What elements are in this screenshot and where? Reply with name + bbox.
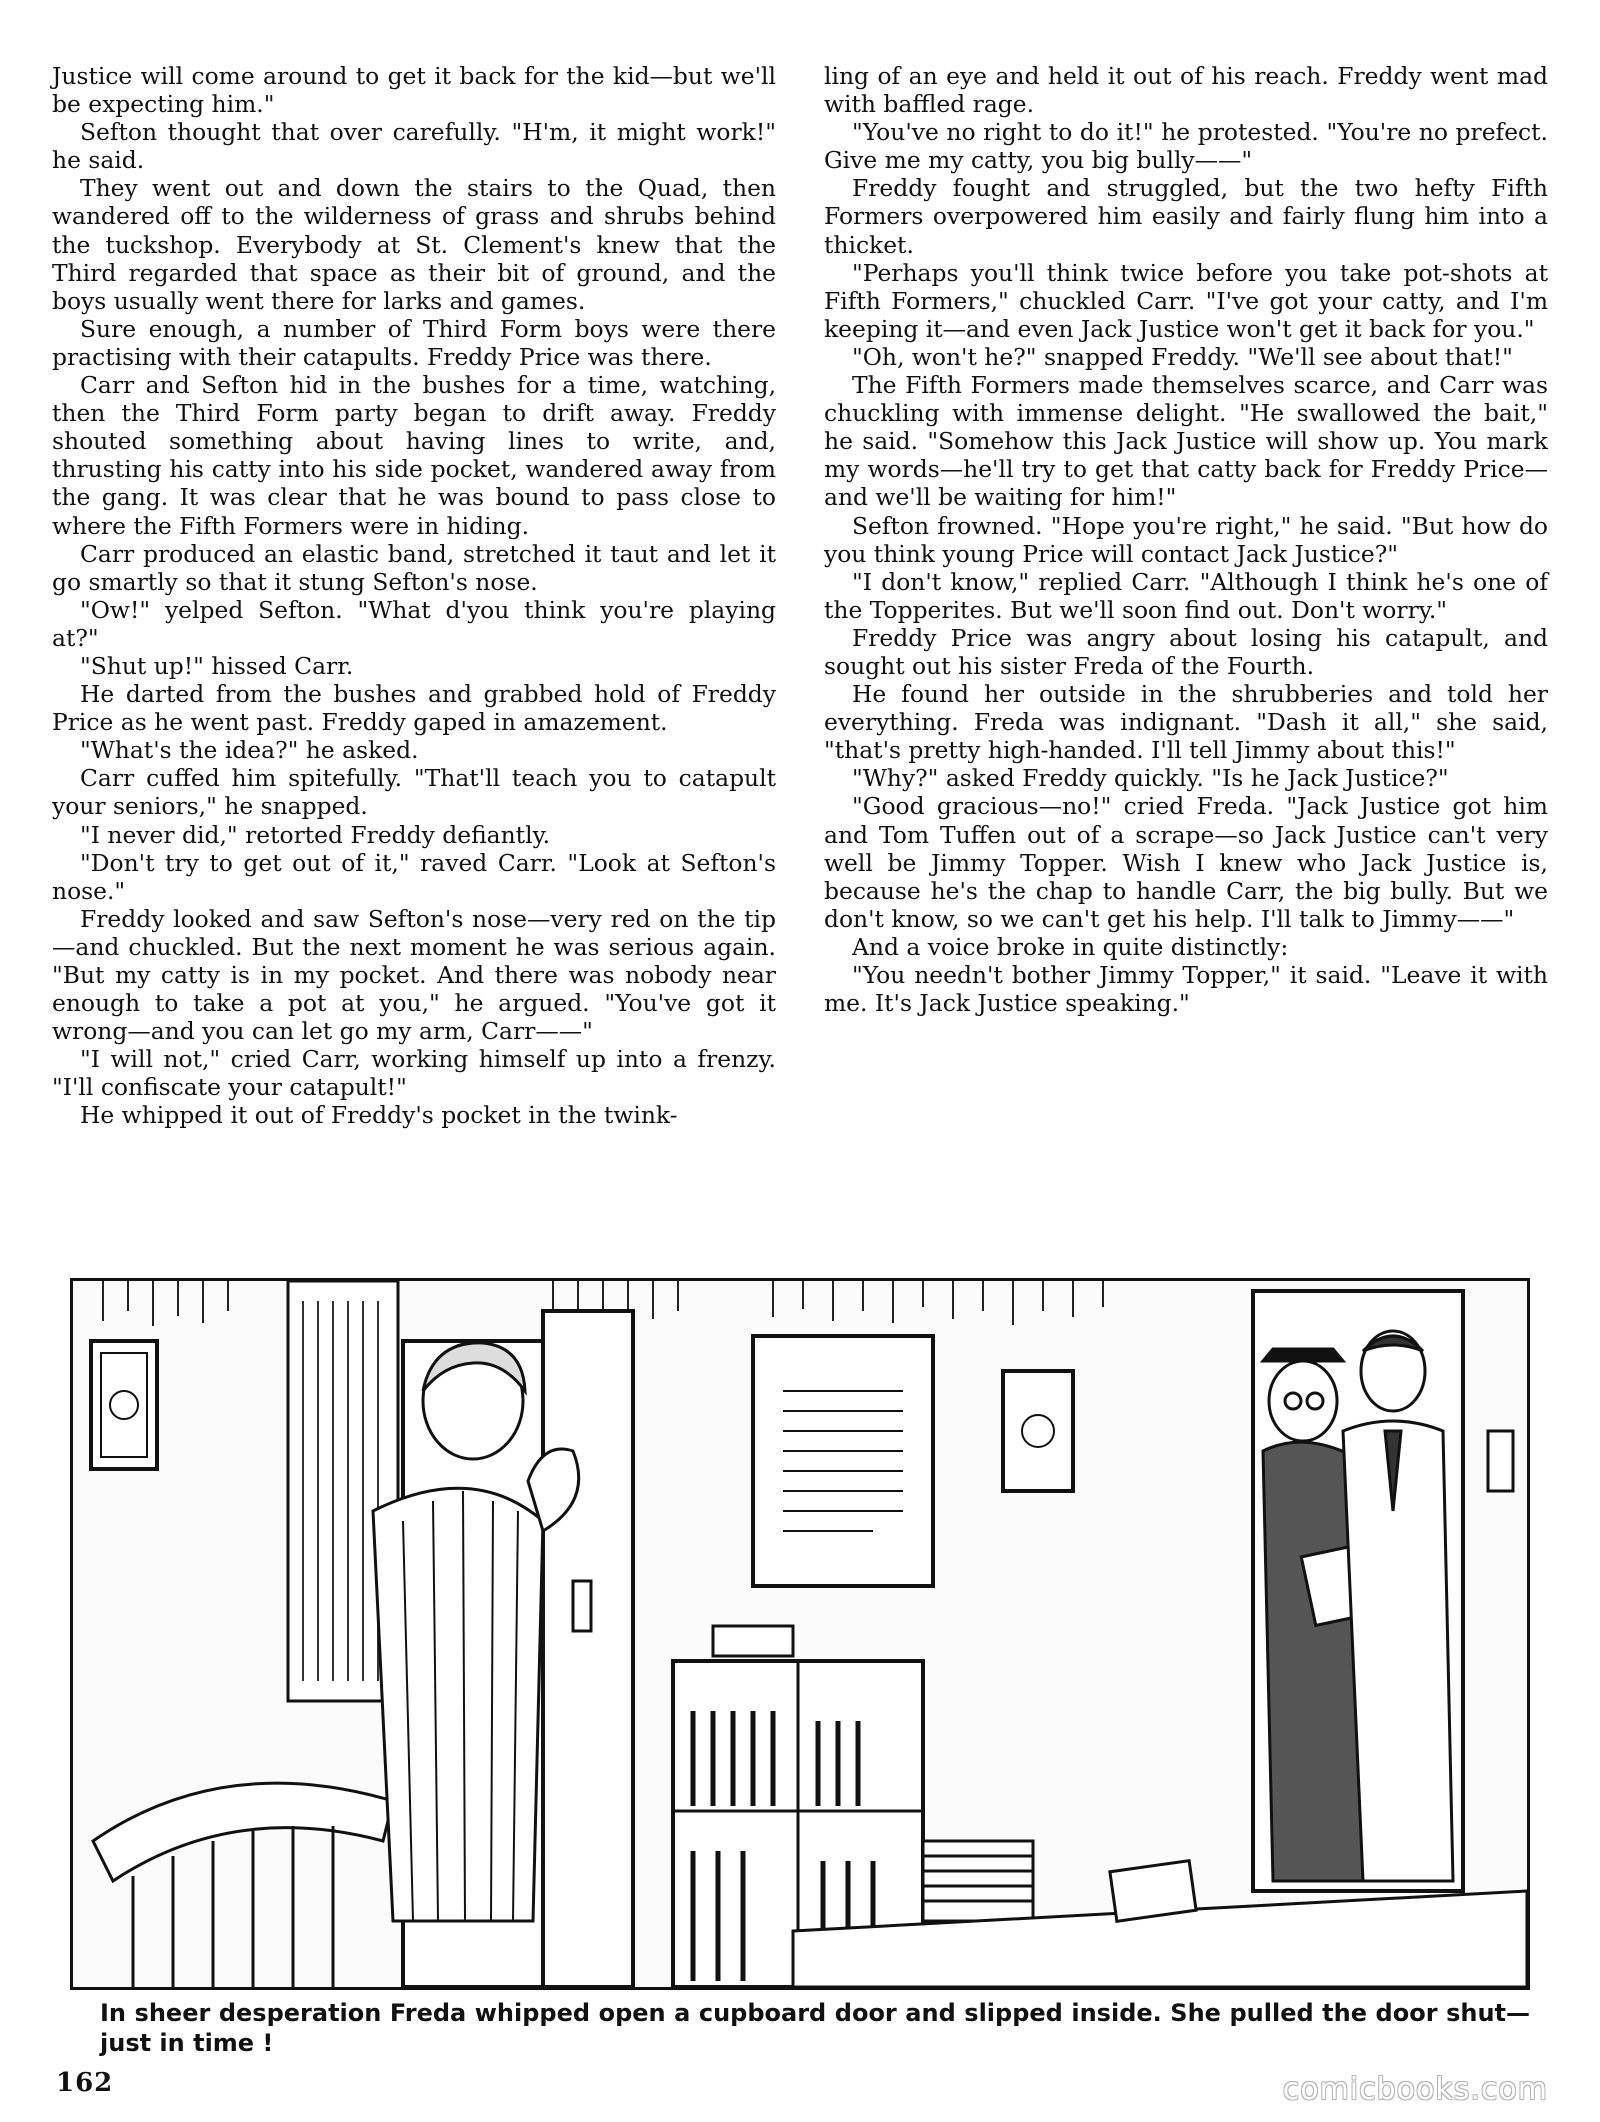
paragraph: "Oh, won't he?" snapped Freddy. "We'll see about that!" xyxy=(852,342,1513,371)
paragraph: "Why?" asked Freddy quickly. "Is he Jack Justice?" xyxy=(852,764,1449,793)
paragraph: "I will not," cried Carr, working himself up into a frenzy. "I'll confiscate your catapult!" xyxy=(52,1045,776,1102)
paragraph: Carr and Sefton hid in the bushes for a time, watching, then the Third Form party began to drift away. Freddy shouted something about having lines to write, and, thrusting his catty into his side pocket, wandered away from the gang. It was clear that he was bound to pass close to where the Fifth Formers were in hiding. xyxy=(52,371,776,540)
box-on-shelf xyxy=(713,1626,793,1656)
story-text xyxy=(52,62,1548,1240)
paragraph: He whipped it out of Freddy's pocket in the twink- xyxy=(80,1101,678,1130)
left-column xyxy=(52,62,776,1240)
paragraph: "Don't try to get out of it," raved Carr. "Look at Sefton's nose." xyxy=(52,848,776,905)
door-handle-icon xyxy=(573,1581,591,1631)
paragraph: Carr cuffed him spitefully. "That'll teach you to catapult your seniors," he snapped. xyxy=(52,764,776,821)
framed-picture-right xyxy=(1003,1371,1073,1491)
paragraph: "You've no right to do it!" he protested. "You're no prefect. Give me my catty, you big bully——" xyxy=(824,118,1548,175)
page-number: 162 xyxy=(56,2068,114,2098)
paragraph: And a voice broke in quite distinctly: xyxy=(852,932,1289,961)
paragraph: Sefton frowned. "Hope you're right," he said. "But how do you think young Price will contact Jack Justice?" xyxy=(824,511,1548,568)
illustration-drawing xyxy=(73,1281,1527,1987)
light-switch-icon xyxy=(1488,1431,1513,1491)
chair xyxy=(93,1783,393,1987)
paper-on-desk xyxy=(1110,1861,1196,1922)
illustration-caption: In sheer desperation Freda whipped open a cupboard door and slipped inside. She pulled the door shut—just in time ! xyxy=(100,1999,1530,2057)
site-watermark: comicbooks.com xyxy=(1282,2072,1548,2107)
paragraph: They went out and down the stairs to the Quad, then wandered off to the wilderness of grass and shrubs behind the tuckshop. Everybody at St. Clement's knew that the Third regarded that space as their bit of ground, and the boys usually went there for larks and games. xyxy=(52,174,776,315)
paragraph: Justice will come around to get it back for the kid—but we'll be expecting him." xyxy=(52,62,776,119)
paragraph: "Shut up!" hissed Carr. xyxy=(80,651,354,680)
paragraph: "Good gracious—no!" cried Freda. "Jack Justice got him and Tom Tuffen out of a scrape—so Jack Justice can't very well be Jimmy Topper. Wish I knew who Jack Justice is, because he's the chap to handle Carr, the big bully. But we don't know, so we can't get his help. I'll talk to Jimmy——" xyxy=(824,792,1548,933)
paragraph: "What's the idea?" he asked. xyxy=(80,736,419,765)
paragraph: The Fifth Formers made themselves scarce, and Carr was chuckling with immense delight. "He swallowed the bait," he said. "Somehow this Jack Justice will show up. You mark my words—he'll try to get that catty back for Freddy Price—and we'll be waiting for him!" xyxy=(824,371,1548,512)
paragraph: Freddy fought and struggled, but the two hefty Fifth Formers overpowered him easily and fairly flung him into a thicket. xyxy=(824,174,1548,259)
right-column xyxy=(824,62,1548,1240)
paragraph: "I don't know," replied Carr. "Although I think he's one of the Topperites. But we'll soon find out. Don't worry." xyxy=(824,567,1548,624)
paragraph: "I never did," retorted Freddy defiantly. xyxy=(80,820,551,849)
story-illustration xyxy=(70,1278,1530,1990)
paragraph: Sefton thought that over carefully. "H'm, it might work!" he said. xyxy=(52,118,776,175)
framed-notice xyxy=(753,1336,933,1586)
paragraph: "Perhaps you'll think twice before you take pot-shots at Fifth Formers," chuckled Carr. "I've got your catty, and I'm keeping it—and even Jack Justice won't get it back for you." xyxy=(824,258,1548,343)
paragraph: Carr produced an elastic band, stretched it taut and let it go smartly so that it stung Sefton's nose. xyxy=(52,539,776,596)
cupboard-door xyxy=(543,1311,633,1987)
paragraph: "Ow!" yelped Sefton. "What d'you think you're playing at?" xyxy=(52,595,776,652)
paragraph: ling of an eye and held it out of his reach. Freddy went mad with baffled rage. xyxy=(824,62,1548,119)
paragraph: He found her outside in the shrubberies and told her everything. Freda was indignant. "Dash it all," she said, "that's pretty high-handed. I'll tell Jimmy about this!" xyxy=(824,680,1548,765)
paragraph: Sure enough, a number of Third Form boys were there practising with their catapults. Freddy Price was there. xyxy=(52,314,776,371)
paper-stack xyxy=(923,1841,1033,1921)
paragraph: He darted from the bushes and grabbed hold of Freddy Price as he went past. Freddy gaped in amazement. xyxy=(52,680,776,737)
paragraph: Freddy Price was angry about losing his catapult, and sought out his sister Freda of the Fourth. xyxy=(824,623,1548,680)
paragraph: Freddy looked and saw Sefton's nose—very red on the tip—and chuckled. But the next moment he was serious again. "But my catty is in my pocket. And there was nobody near enough to take a pot at you," he argued. "You've got it wrong—and you can let go my arm, Carr——" xyxy=(52,904,776,1046)
paragraph: "You needn't bother Jimmy Topper," it said. "Leave it with me. It's Jack Justice speaking." xyxy=(824,961,1548,1018)
